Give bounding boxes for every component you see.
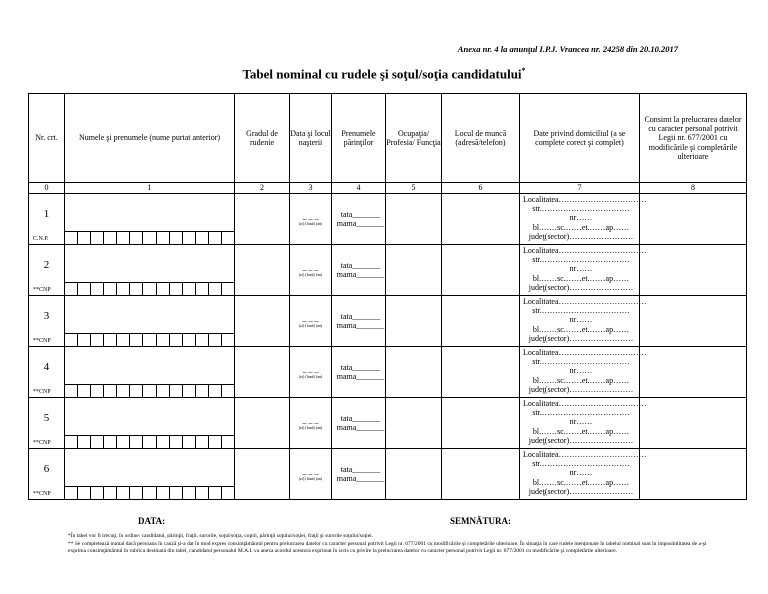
domicile-line: Localitatea…………………………… [523,297,647,306]
cnp-boxes [65,486,234,499]
cnp-digit-box[interactable] [209,283,222,295]
cnp-boxes [65,384,234,397]
cnp-digit-box[interactable] [209,334,222,346]
title-footnote-mark: * [521,66,526,75]
cnp-boxes [65,333,234,346]
cnp-digit-box[interactable] [183,487,196,499]
table-row [29,398,747,449]
birth-blank: _ _ _ [302,415,319,425]
header-grad: Gradul de rudenie [235,94,290,183]
birth-cell[interactable] [290,245,332,296]
name-cell[interactable] [65,245,235,296]
cnp-digit-box[interactable] [91,487,104,499]
birth-hint: (zi) (lună) (an) [298,221,323,227]
page-title [0,66,768,82]
birth-hint: (zi) (lună) (an) [298,323,323,329]
cnp-label: **CNP [33,491,51,498]
cnp-digit-box[interactable] [130,232,143,244]
cnp-digit-box[interactable] [117,487,130,499]
header-name: Numele şi prenumele (nume purtat anterior) [65,94,235,183]
job-cell[interactable] [386,245,442,296]
cnp-digit-box[interactable] [78,283,91,295]
work-cell[interactable] [442,449,520,500]
col-number: 5 [386,183,442,194]
domicile-line: Localitatea…………………………… [523,195,647,204]
parents-cell[interactable] [332,398,386,449]
job-cell[interactable] [386,347,442,398]
col-number: 2 [235,183,290,194]
job-cell[interactable] [386,194,442,245]
birth-blank: _ _ _ [302,262,319,272]
mother-line: mama_______ [336,219,385,228]
birth-cell[interactable] [290,449,332,500]
relatives-table [28,93,747,500]
cnp-digit-box[interactable] [91,334,104,346]
birth-blank: _ _ _ [302,313,319,323]
cnp-digit-box[interactable] [65,487,78,499]
col-number: 0 [29,183,65,194]
cnp-digit-box[interactable] [170,232,183,244]
name-cell[interactable] [65,398,235,449]
consent-cell[interactable] [640,398,747,449]
job-cell[interactable] [386,296,442,347]
cnp-digit-box[interactable] [91,283,104,295]
cnp-digit-box[interactable] [183,283,196,295]
cnp-digit-box[interactable] [196,334,209,346]
domicile-line: Localitatea…………………………… [523,348,647,357]
cnp-digit-box[interactable] [91,232,104,244]
header-parents: Prenumele părinţilor [332,94,386,183]
cnp-digit-box[interactable] [91,385,104,397]
cnp-digit-box[interactable] [209,385,222,397]
mother-line: mama_______ [336,270,385,279]
name-cell[interactable] [65,194,235,245]
father-line: tata_______ [340,413,381,423]
date-label-text: DATA [138,516,163,526]
grad-cell[interactable] [235,449,290,500]
cnp-digit-box[interactable] [143,436,156,448]
grad-cell[interactable] [235,296,290,347]
cnp-label: **CNP [33,338,51,345]
cnp-digit-box[interactable] [104,334,117,346]
cnp-digit-box[interactable] [183,232,196,244]
parents-cell[interactable] [332,296,386,347]
cnp-digit-box[interactable] [130,283,143,295]
cnp-digit-box[interactable] [209,232,222,244]
name-cell[interactable] [65,296,235,347]
cnp-digit-box[interactable] [65,283,78,295]
cnp-digit-box[interactable] [222,283,234,295]
domicile-line: Localitatea…………………………… [523,450,647,459]
row-number: 5 [43,412,50,424]
domicile-line: judeţ(sector)…………………… [528,486,634,496]
domicile-line: str.……………………………nr…… [532,408,630,427]
cnp-digit-box[interactable] [157,385,170,397]
cnp-boxes [65,231,234,244]
domicile-line: bl.……sc.……et.……ap…… [532,375,630,385]
consent-cell[interactable] [640,347,747,398]
col-number: 1 [65,183,235,194]
cnp-digit-box[interactable] [170,487,183,499]
cnp-boxes [65,282,234,295]
domicile-cell[interactable] [520,449,647,500]
cnp-label: **CNP [33,389,51,396]
birth-hint: (zi) (lună) (an) [298,272,323,278]
cnp-digit-box[interactable] [143,385,156,397]
row-number: 6 [43,463,50,475]
table-row [29,347,747,398]
grad-cell[interactable] [235,194,290,245]
cnp-digit-box[interactable] [196,232,209,244]
cnp-boxes [65,435,234,448]
domicile-line: Localitatea…………………………… [523,246,647,255]
signature-label: SEMNĂTURA: [450,516,512,526]
cnp-digit-box[interactable] [91,436,104,448]
cnp-digit-box[interactable] [78,385,91,397]
cnp-digit-box[interactable] [117,385,130,397]
cnp-digit-box[interactable] [65,334,78,346]
date-label: DATA: [138,516,166,526]
cnp-label: C.N.P. [33,236,49,243]
row-number: 3 [43,310,50,322]
signature-label-text: SEMNĂTURA [450,516,509,526]
cnp-digit-box[interactable] [183,385,196,397]
domicile-cell[interactable] [520,245,647,296]
father-line: tata_______ [340,464,381,474]
work-cell[interactable] [442,245,520,296]
header-consent: Consimt la prelucrarea datelor cu caracter personal potrivit Legii nr. 677/2001 cu modificările şi completările ulterioare [640,94,747,183]
domicile-line: judeţ(sector)…………………… [528,384,634,394]
footnote-2: ** Se completează numai dacă persoana în cauză şi-a dat în mod expres consimţământul pentru prelucrarea datelor cu caracter personal potrivit Legii nr. 677/2001 cu modificările şi completările ulterioare. În situaţia în care rudele menţionate în tabelul nominal sunt în imposibilitatea de a-şi exprima consimţământul în rubrica destinată din tabel, candidatul personalul M.A.I. va anexa acordul acestora exprimat în scris cu privire la prelucrarea datelor cu caracter personal potrivit Legii nr. 677/2001 cu modificările şi completările ulterioare. [68,540,707,554]
row-number: 1 [43,208,50,220]
domicile-line: bl.……sc.……et.……ap…… [532,324,630,334]
cnp-digit-box[interactable] [157,436,170,448]
cnp-digit-box[interactable] [183,334,196,346]
col-number: 4 [332,183,386,194]
domicile-line: Localitatea…………………………… [523,399,647,408]
footnotes [68,533,708,556]
parents-cell[interactable] [332,245,386,296]
cnp-digit-box[interactable] [78,487,91,499]
domicile-cell[interactable] [520,347,647,398]
job-cell[interactable] [386,398,442,449]
row-number: 4 [43,361,50,373]
mother-line: mama_______ [336,372,385,381]
name-cell[interactable] [65,449,235,500]
domicile-cell[interactable] [520,296,647,347]
cnp-digit-box[interactable] [222,334,234,346]
row-number-cell [29,398,65,449]
cnp-digit-box[interactable] [104,385,117,397]
cnp-digit-box[interactable] [117,334,130,346]
birth-blank: _ _ _ [302,364,319,374]
father-line: tata_______ [340,260,381,270]
cnp-digit-box[interactable] [117,232,130,244]
domicile-line: judeţ(sector)…………………… [528,333,634,343]
cnp-label: **CNP [33,287,51,294]
col-number: 3 [290,183,332,194]
header-work: Locul de muncă (adresă/telefon) [442,94,520,183]
cnp-digit-box[interactable] [222,487,234,499]
cnp-digit-box[interactable] [130,385,143,397]
work-cell[interactable] [442,296,520,347]
cnp-digit-box[interactable] [143,232,156,244]
cnp-digit-box[interactable] [209,487,222,499]
cnp-digit-box[interactable] [65,385,78,397]
cnp-digit-box[interactable] [170,385,183,397]
column-number-row [29,183,747,194]
work-cell[interactable] [442,398,520,449]
cnp-digit-box[interactable] [130,487,143,499]
cnp-digit-box[interactable] [196,487,209,499]
consent-cell[interactable] [640,449,747,500]
header-domicile: Date privind domiciliul (a se complete corect şi complet) [520,94,640,183]
job-cell[interactable] [386,449,442,500]
birth-hint: (zi) (lună) (an) [298,374,323,380]
parents-cell[interactable] [332,347,386,398]
domicile-line: bl.……sc.……et.……ap…… [532,477,630,487]
cnp-digit-box[interactable] [130,334,143,346]
header-row [29,94,747,183]
domicile-line: bl.……sc.……et.……ap…… [532,222,630,232]
cnp-digit-box[interactable] [104,232,117,244]
domicile-cell[interactable] [520,398,647,449]
consent-cell[interactable] [640,245,747,296]
row-number-cell [29,194,65,245]
table-row [29,194,747,245]
domicile-cell[interactable] [520,194,647,245]
cnp-digit-box[interactable] [183,436,196,448]
domicile-line: judeţ(sector)…………………… [528,231,634,241]
domicile-line: str.……………………………nr…… [532,255,630,274]
col-number: 8 [640,183,747,194]
cnp-digit-box[interactable] [209,436,222,448]
father-line: tata_______ [340,209,381,219]
domicile-line: bl.……sc.……et.……ap…… [532,273,630,283]
cnp-label: **CNP [33,440,51,447]
header-job: Ocupaţia/ Profesia/ Funcţia [386,94,442,183]
mother-line: mama_______ [336,423,385,432]
work-cell[interactable] [442,347,520,398]
footnote-1: *În tabel vor fi trecuţi, în ordine: candidatul, părinţii, fraţii, surorile, soţul/soţia, copiii, părinţii soţului/soţiei, fraţii şi surorile soţului/soţiei. [68,533,374,539]
cnp-digit-box[interactable] [170,436,183,448]
cnp-digit-box[interactable] [170,283,183,295]
table-row [29,296,747,347]
cnp-digit-box[interactable] [130,436,143,448]
cnp-digit-box[interactable] [78,436,91,448]
work-cell[interactable] [442,194,520,245]
parents-cell[interactable] [332,194,386,245]
grad-cell[interactable] [235,398,290,449]
grad-cell[interactable] [235,347,290,398]
cnp-digit-box[interactable] [104,487,117,499]
cnp-digit-box[interactable] [170,334,183,346]
table-row [29,449,747,500]
row-number-cell [29,245,65,296]
cnp-digit-box[interactable] [157,487,170,499]
table-row [29,245,747,296]
domicile-line: str.……………………………nr…… [532,459,630,478]
cnp-digit-box[interactable] [143,334,156,346]
birth-hint: (zi) (lună) (an) [298,476,323,482]
row-number-cell [29,347,65,398]
cnp-digit-box[interactable] [143,283,156,295]
cnp-digit-box[interactable] [117,283,130,295]
cnp-digit-box[interactable] [104,436,117,448]
cnp-digit-box[interactable] [222,436,234,448]
father-line: tata_______ [340,311,381,321]
cnp-digit-box[interactable] [65,232,78,244]
domicile-line: str.……………………………nr…… [532,306,630,325]
cnp-digit-box[interactable] [78,334,91,346]
mother-line: mama_______ [336,321,385,330]
birth-hint: (zi) (lună) (an) [298,425,323,431]
cnp-digit-box[interactable] [143,487,156,499]
cnp-digit-box[interactable] [157,232,170,244]
birth-cell[interactable] [290,296,332,347]
cnp-digit-box[interactable] [222,385,234,397]
parents-cell[interactable] [332,449,386,500]
cnp-digit-box[interactable] [104,283,117,295]
grad-cell[interactable] [235,245,290,296]
birth-cell[interactable] [290,398,332,449]
header-nr: Nr. crt. [29,94,65,183]
row-number-cell [29,296,65,347]
birth-blank: _ _ _ [302,211,319,221]
consent-cell[interactable] [640,296,747,347]
col-number: 7 [520,183,640,194]
row-number: 2 [43,259,50,271]
father-line: tata_______ [340,362,381,372]
cnp-digit-box[interactable] [78,232,91,244]
col-number: 6 [442,183,520,194]
cnp-digit-box[interactable] [196,436,209,448]
domicile-line: judeţ(sector)…………………… [528,435,634,445]
name-cell[interactable] [65,347,235,398]
title-text: Tabel nominal cu rudele şi soţul/soţia candidatului [242,66,522,82]
birth-cell[interactable] [290,194,332,245]
birth-cell[interactable] [290,347,332,398]
consent-cell[interactable] [640,194,747,245]
row-number-cell [29,449,65,500]
birth-blank: _ _ _ [302,466,319,476]
header-birth: Data şi locul naşterii [290,94,332,183]
domicile-line: bl.……sc.……et.……ap…… [532,426,630,436]
domicile-line: str.……………………………nr…… [532,204,630,223]
cnp-digit-box[interactable] [157,283,170,295]
cnp-digit-box[interactable] [196,385,209,397]
domicile-line: str.……………………………nr…… [532,357,630,376]
mother-line: mama_______ [336,474,385,483]
cnp-digit-box[interactable] [196,283,209,295]
cnp-digit-box[interactable] [157,334,170,346]
cnp-digit-box[interactable] [117,436,130,448]
cnp-digit-box[interactable] [222,232,234,244]
annex-reference: Anexa nr. 4 la anunţul I.P.J. Vrancea nr. 24258 din 20.10.2017 [457,44,678,54]
cnp-digit-box[interactable] [65,436,78,448]
domicile-line: judeţ(sector)…………………… [528,282,634,292]
